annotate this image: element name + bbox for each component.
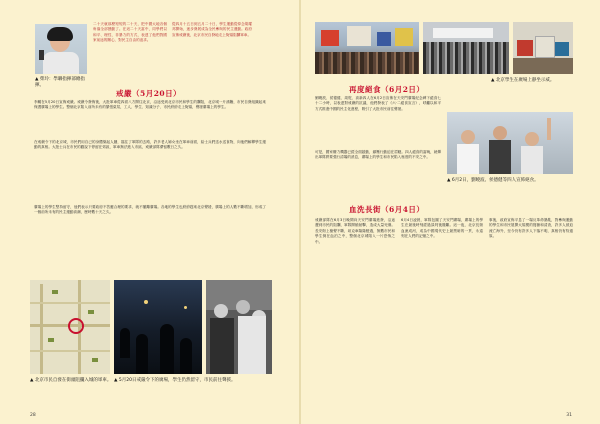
crowd-photo-caption: ▲ 5月20日戒嚴令下的廣場，學生仍然留守，市民前往聲援。: [114, 378, 236, 383]
section-title-martial-law: 戒嚴（5月20日）: [116, 89, 182, 98]
section-title-hunger-strike: 再度絕食（6月2日）: [349, 85, 425, 94]
bloodshed-para-1: 戒嚴部隊在6月3日晚間向天安門廣場進發，沿途遭到市民的阻攔，軍隊開槍射擊，造成大量死傷。長安街上槍聲不斷，坦克車隆隆駛過，無數市民和學生倒在血泊之中，整個北京城陷入一片恐怖之中。: [315, 218, 395, 244]
martial-law-para-1: 李鵬在5月20日宣佈戒嚴。戒嚴令發佈後，大批軍車從四面八方開往北京，沿途受到北京市民和學生的攔阻，北京城一片沸騰，市民自發組織起來保護廣場上的學生。整個北京陷入前所未有的緊張氣氛，工人、學生、知識分子、市民紛紛走上街頭，聲援廣場上的學生。: [34, 100, 266, 110]
bloodshed-para-3: 事後，政府宣佈平息了一場反革命暴亂，對參與運動的學生和市民展開大規模的搜捕和清查，許多人被迫流亡海外，至今仍有許多人下落不明，真相仍有待還原。: [489, 218, 573, 239]
left-page: [0, 0, 299, 424]
map-photo-caption: ▲ 北京市民自發在街頭阻攔入城的軍車。: [30, 378, 112, 383]
intro-text-left: 二十天就那麼短短的二十天，把中國大地各個角落全部撼動了。在這二十天當中，同學們以和平、理性、非暴力的方式，表達了他們對國家前途的關心，對民主自由的追求。: [93, 22, 167, 43]
tents-photo: [513, 22, 573, 74]
page-number-right: 31: [566, 413, 572, 418]
hunger-strike-para-2: 可是，國家權力機器已經全面啟動，鎮壓行動迫在眉睫。四人絕食的當晚，就傳出軍隊將要強行清場的消息，廣場上的學生和市民陷入極度的不安之中。: [315, 150, 441, 160]
banner-photo: [423, 22, 509, 74]
map-photo: [30, 280, 110, 374]
portrait-photo: [35, 24, 87, 74]
hunger-strikers-photo: [447, 112, 573, 174]
bloodshed-para-2: 6月4日凌晨，軍隊包圍了天安門廣場，廣場上的學生在最後時刻經過談判後撤離。這一夜，北京長街血流成河，成為中國現代史上最黑暗的一頁，永遠刻在人們的記憶之中。: [401, 218, 483, 239]
section-title-bloodshed: 血洗長街（6月4日）: [349, 205, 425, 214]
intro-text-right: 從四月十五日到五月二十日，學生運動從悼念胡耀邦開始，逐步發展成為全民參與的民主運動。政府宣佈戒嚴後，北京市民自發地走上街頭阻攔軍車。: [172, 22, 252, 37]
hunger-strikers-caption: ▲ 6月2日，劉曉波、侯德健等四人宣佈絕食。: [447, 178, 539, 183]
intro-caption: ▲ 柴玲：學聯指揮部總指揮。: [35, 77, 85, 88]
martial-law-para-3: 廣場上的學生堅持留守，他們表示只要政府不答應合理的要求，就不撤離廣場。各地的學生也紛紛趕來北京聲援，廣場上的人數不斷增加，形成了一個前所未有的民主運動高潮，歷時數十天之久。: [34, 205, 266, 215]
page-number-left: 28: [30, 413, 36, 418]
hunger-strike-para-1: 劉曉波、侯德健、周舵、高新四人在6月2日宣佈在天安門廣場紀念碑下絕食七十二小時，以表達對戒嚴的抗議，他們發表了《六·二絕食宣言》，呼籲以和平方式推進中國的民主化進程，吸引了大批市民前往聲援。: [315, 96, 441, 111]
right-page: [301, 0, 600, 424]
night-crowd-photo: [114, 280, 202, 374]
martial-law-para-2: 在戒嚴令下的北京城，市民們用自己的身體築起人牆，擋住了軍隊的去路，許多老人婦女坐在軍車前面，給士兵們送水送食物，向他們解釋學生運動的真相。大批士兵在市民的勸說下停留在郊區，軍車無法進入市區，戒嚴部隊滯留數日之久。: [34, 140, 266, 150]
street-crowd-photo: [206, 280, 272, 374]
square-protest-photo: [315, 22, 419, 74]
top-photo-caption: ▲ 北京學生在廣場上靜坐示威。: [491, 78, 555, 83]
